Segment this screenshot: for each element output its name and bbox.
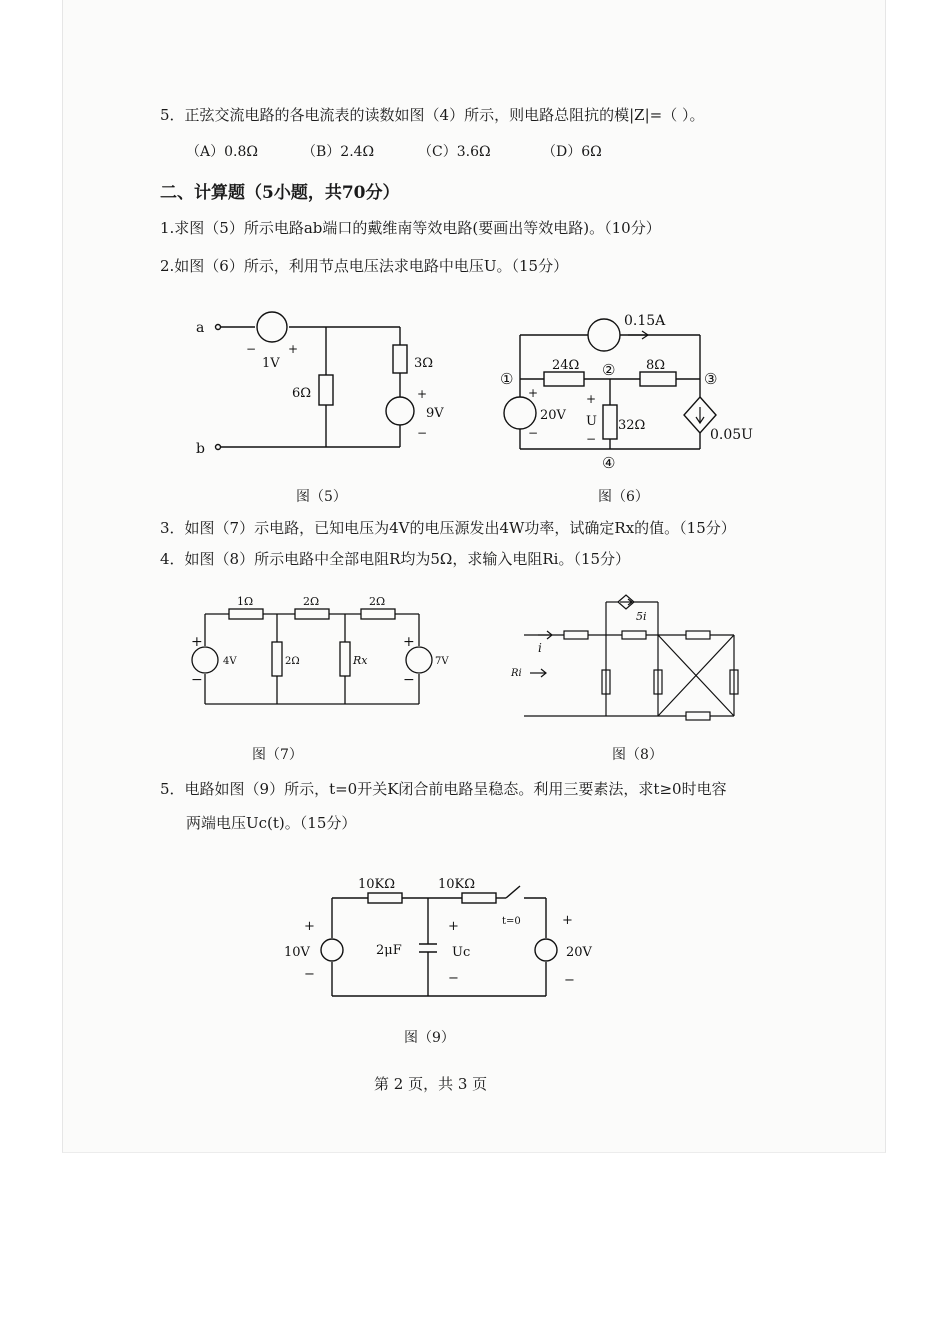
input-ri: Ri [511,668,522,679]
figure-8-caption: 图（8） [612,747,663,763]
vsrc-plus: + [528,386,539,400]
section-heading: 二、计算题（5小题，共70分） [160,183,400,203]
uc-label: Uc [452,945,471,960]
calc-question-2: 2.如图（6）所示，利用节点电压法求电路中电压U。（15分） [160,257,569,275]
res-2ohm-b: 2Ω [369,595,386,608]
node-4: ④ [602,454,616,472]
figure-8-circuit [508,592,748,727]
v10-plus: + [304,919,315,934]
calc-question-5-line1: 5．电路如图（9）所示，t=0开关K闭合前电路呈稳态。利用三要素法，求t≥0时电容 [160,780,727,798]
res-6ohm: 6Ω [292,386,312,401]
res-rx: Rx [353,654,368,667]
calc-question-4: 4．如图（8）所示电路中全部电阻R均为5Ω，求输入电阻Ri。（15分） [160,550,631,568]
vsrc-minus: − [528,426,539,440]
res-2ohm-a: 2Ω [303,595,320,608]
v20-minus: − [564,973,575,988]
src-9v: 9V [426,406,444,421]
cap-2uf: 2μF [376,943,402,958]
option-b: （B）2.4Ω [302,144,375,160]
node-3: ③ [704,370,718,388]
src-1v: 1V [262,356,280,371]
v10-minus: − [304,967,315,982]
option-d: （D）6Ω [542,144,602,160]
src-minus-2: − [417,426,428,440]
src-minus: − [246,342,257,356]
figure-5-caption: 图（5） [296,489,347,505]
isrc-015a: 0.15A [624,313,666,329]
vsrc-4v: 4V [223,656,237,667]
terminal-a: a [196,320,205,336]
current-i: i [538,641,542,655]
option-c: （C）3.6Ω [418,144,491,160]
choice-question-5: 5．正弦交流电路的各电流表的读数如图（4）所示，则电路总阻抗的模|Z|=（ ）。 [160,106,705,124]
src-plus-2: + [417,387,428,401]
u-minus: − [586,432,597,446]
res-1ohm: 1Ω [237,595,254,608]
vsrc-20v: 20V [540,408,566,423]
vsrc-7v: 7V [435,656,449,667]
figure-9-caption: 图（9） [404,1030,455,1046]
res-10k-2: 10KΩ [438,877,476,892]
calc-question-5-line2: 两端电压Uc(t)。（15分） [186,814,357,832]
res-32ohm: 32Ω [618,418,646,433]
switch-t0: t=0 [502,916,521,927]
page-footer: 第 2 页，共 3 页 [374,1075,488,1093]
src-plus: + [288,342,299,356]
res-24ohm: 24Ω [552,358,580,373]
res-10k-1: 10KΩ [358,877,396,892]
v20-plus: + [562,913,573,928]
node-2: ② [602,361,616,379]
figure-7-caption: 图（7） [252,747,303,763]
figure-6-circuit [498,305,778,475]
u-plus: + [586,392,597,406]
uc-plus: + [448,919,459,934]
u-label: U [586,414,597,429]
res-8ohm: 8Ω [646,358,666,373]
vsrc1-minus: − [191,672,203,688]
res-3ohm: 3Ω [414,356,434,371]
figure-9-circuit [280,870,610,1010]
vsrc2-plus: + [403,634,415,650]
dep-5i: 5i [636,610,647,623]
option-a: （A）0.8Ω [186,144,258,160]
figure-5-circuit [190,305,450,465]
terminal-b: b [196,441,205,457]
uc-minus: − [448,971,459,986]
node-1: ① [500,370,514,388]
calc-question-3: 3．如图（7）示电路，已知电压为4V的电压源发出4W功率，试确定Rx的值。（15分） [160,519,736,537]
figure-6-caption: 图（6） [598,489,649,505]
calc-question-1: 1.求图（5）所示电路ab端口的戴维南等效电路(要画出等效电路)。（10分） [160,219,661,237]
dep-src-005u: 0.05U [710,427,753,443]
figure-7-circuit [185,592,449,712]
vsrc2-minus: − [403,672,415,688]
res-2ohm-c: 2Ω [285,656,300,667]
vsrc-20v: 20V [566,945,592,960]
vsrc-10v: 10V [284,945,310,960]
vsrc1-plus: + [191,634,203,650]
